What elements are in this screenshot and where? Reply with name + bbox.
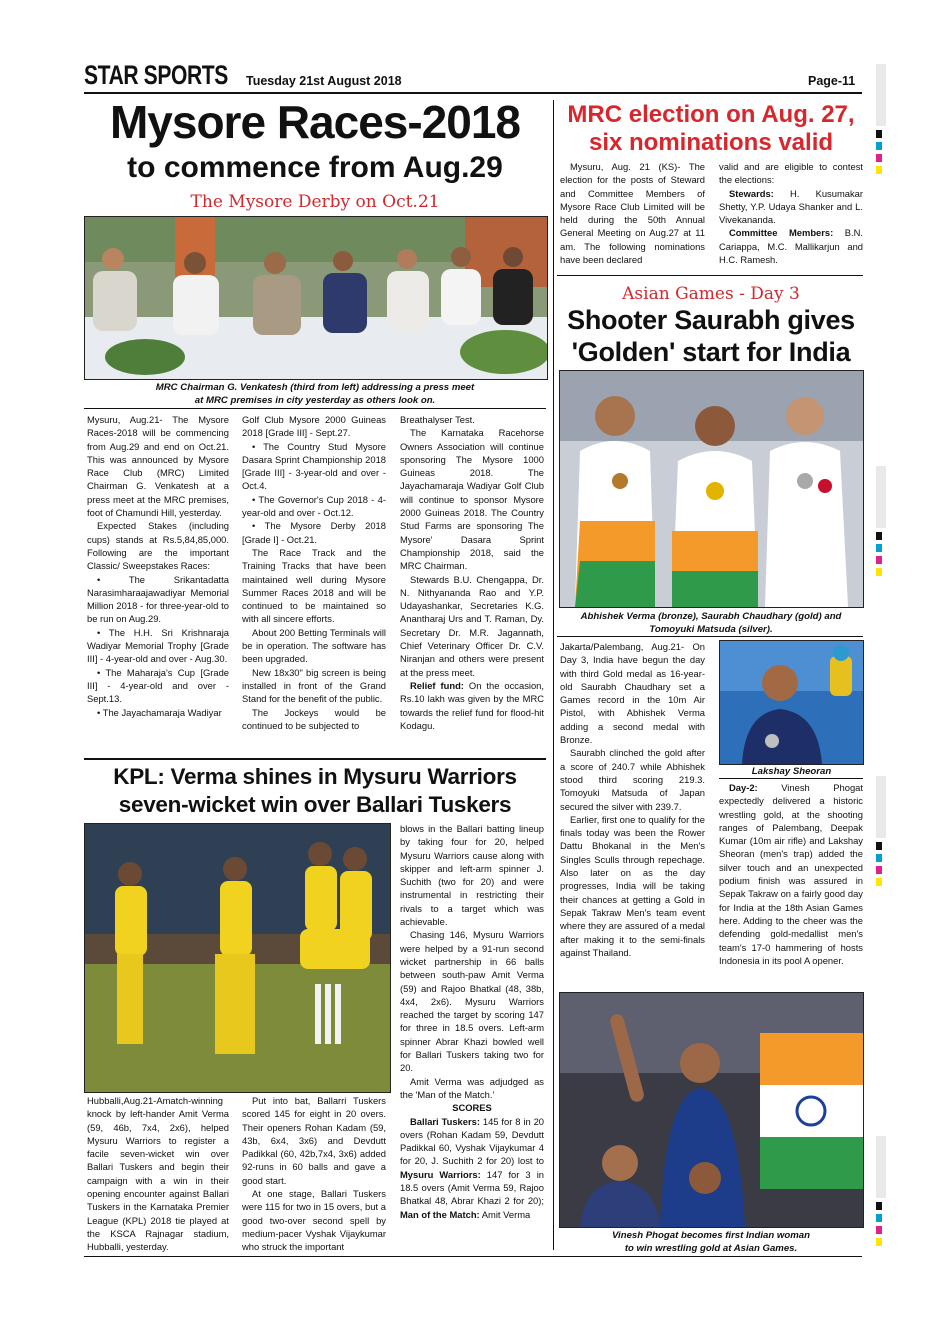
mysore-column-2 (242, 413, 386, 732)
asian-col-p3: Earlier, first one to qualify for the finals today was been the Rower Dattu Bhokanal in the Men's Singles Sculls through repechage. Also later on as the day progresses, India will be taking their chances at getting a Gold in Sepak Takraw Men's team event where they are assured of a medal after making it to the semi-finals against Thailand. (560, 813, 705, 958)
stewards-label: Stewards: (729, 187, 774, 199)
issue-date: Tuesday 21st August 2018 (246, 74, 402, 88)
mysore-column-1 (87, 413, 229, 719)
mrc-caption-line1: MRC Chairman G. Venkatesh (third from left) addressing a press meet (155, 382, 475, 393)
asian-column-main (560, 640, 705, 959)
mysore-col3-p3: Stewards B.U. Chengappa, Dr. N. Nithyananda Rao and Y.P. Udayashankar, Secretaries K.G. Anantharaj Urs and T. Raman, Dy. Secretary Dr. M.R. Jagannath, Chief Veterinary Officer Dr. C.V. Niranjan and others were present at the press meet. (400, 573, 544, 678)
asian-col-p1: Jakarta/Palembang, Aug.21- On Day 3, India have begun the day with third Gold medal as 16-year-old Saurabh Chaudhary set a Games record in the 10m Air Pistol, with Abhishek Verma adding a second medal with Bronze. (560, 641, 705, 746)
mysore-col2-p5: The Race Track and the Training Tracks that have been maintained well during Mysore Summer Races 2018 and will be continued to be maintained so with all sincere efforts. (242, 546, 386, 625)
asian-day2-column (719, 781, 863, 967)
stewards-text: H. Kusumakar Shetty, Y.P. Udaya Shanker and L. Vivekananda. (719, 187, 863, 226)
kpl-col3-p3: Amit Verma was adjudged as the 'Man of the Match.' (400, 1075, 544, 1100)
mysuru-text: 147 for 3 in 18.5 overs (Amit Verma 59, Rajoo Bhatkal 48, Abrar Khazi 2 for 20); (400, 1168, 544, 1207)
vertical-divider (553, 100, 554, 1250)
mysore-col2-p4: • The Mysore Derby 2018 [Grade I] - Oct.21. (242, 520, 386, 545)
kpl-column-3 (400, 822, 544, 1221)
kpl-headline-line1: KPL: Verma shines in Mysuru Warriors (113, 764, 517, 789)
day2-label: Day-2: (729, 782, 758, 793)
motm-text: Amit Verma (479, 1208, 531, 1220)
kpl-scores-label: SCORES (452, 1102, 492, 1114)
asian-day2-text (719, 781, 863, 967)
mysore-col3-p2: The Karnataka Racehorse Owners Association will continue sponsoring The Mysore 1000 Guineas 2018. The Jayachamaraja Wadiyar Golf Club will continue to sponsor Mysore 2000 Guineas 2018. The Country Stud Farms are sponsoring The Mysore' Dasara Sprint Championship 2018, said the MRC Chairman. (400, 427, 544, 572)
shooters-caption-line1: Abhishek Verma (bronze), Saurabh Chaudhary (gold) and (580, 611, 842, 622)
election-col2-intro: valid and are eligible to contest the elections: (719, 161, 863, 186)
mysore-col1-p4: • The H.H. Sri Krishnaraja Wadiyar Memorial Trophy [Grade III] - 4-year-old and over - Aug.30. (87, 626, 229, 665)
mrc-photo-caption (84, 381, 546, 407)
mrc-press-meet-photo-art (85, 217, 547, 379)
relief-text: On the occasion, Rs.10 lakh was given by the MRC towards the relief fund for flood-hit Kodagu. (400, 679, 544, 731)
shooters-podium-photo (559, 370, 864, 608)
kpl-col3-p2: Chasing 146, Mysuru Warriors were helped by a 91-run second wicket partnership in 66 balls between south-paw Amit Verma (59) and Rajoo Bhatkal (48, 38b, 4x4, 2x6). Mysuru Warriors reached the target by scoring 147 for three in 18.5 overs. Left-arm spinner Abrar Khazi bowled well for Ballari Tuskers taking two for 20. (400, 929, 544, 1074)
kpl-col3-p1: blows in the Ballari batting lineup by taking four for 20, helped Mysuru Warriors cause along with skipper and left-arm spinner J. Suchith (two for 20) and were instrumental in restricting their rivals to a target which was achievable. (400, 823, 544, 928)
vinesh-caption-line1: Vinesh Phogat becomes first Indian woman (612, 1230, 810, 1241)
asian-col-p2: Saurabh clinched the gold after a score of 240.7 while Abhishek stood third scoring 219.3. Tomoyuki Matsuda of Japan secured the silver with 239.7. (560, 747, 705, 812)
footer-rule (84, 1256, 862, 1257)
mysore-col3-relief (400, 679, 544, 732)
lakshay-sheoran-photo (719, 640, 864, 765)
header-rule (84, 92, 862, 94)
mysore-col2-p6: About 200 Betting Terminals will be in operation. The software has been upgraded. (242, 626, 386, 665)
day2-text: Vinesh Phogat expectedly delivered a historic wrestling gold, at the shooting ranges of Palembang, Deepak Kumar (10m air rifle) and Lakshay Sheoran (men's trap) added the silver touch and an unexpected podium finish was assured in Sepak Takraw on a fairly good day for India at the 18th Asian Games here. Adding to the cheer was the defending gold-medallist men's team's 17-0 hammering of hosts Indonesia in its pool A opener. (719, 782, 863, 966)
asian-headline-line2: 'Golden' start for India (571, 337, 851, 367)
election-committee (719, 226, 863, 266)
vinesh-phogat-photo-art (560, 993, 863, 1227)
committee-text: B.N. Cariappa, M.C. Mallikarjun and H.C. Ramesh. (719, 227, 863, 266)
vinesh-caption (557, 1229, 865, 1255)
mysore-headline-sub: to commence from Aug.29 (127, 151, 503, 184)
vinesh-phogat-photo (559, 992, 864, 1228)
shooters-caption-line2: Tomoyuki Matsuda (silver). (649, 624, 773, 635)
lakshay-caption-rule (719, 778, 863, 779)
election-stewards (719, 187, 863, 227)
page-number: Page-11 (808, 74, 856, 88)
mysore-col1-p2: Expected Stakes (including cups) stands at Rs.5,84,85,000. Following are the important Classic/ Sweepstakes Races: (87, 520, 229, 572)
mysuru-label: Mysuru Warriors: (400, 1168, 481, 1180)
shooters-caption (557, 610, 865, 636)
lakshay-caption: Lakshay Sheoran (751, 766, 832, 777)
kpl-col2-p1: Put into bat, Ballarri Tuskers scored 145 for eight in 20 overs. Their openers Rohan Kadam (59, 43b, 6x4, 3x6) and Devdutt Padikkal (60, 42b,7x4, 3x6) added 92-runs in 60 balls and gave a good start. (242, 1095, 386, 1186)
mysore-headline-main: Mysore Races-2018 (109, 96, 521, 148)
kpl-scores-text (400, 1115, 544, 1221)
mysore-col1-p1: Mysuru, Aug.21- The Mysore Races-2018 will be commencing from Aug.29 and end on Oct.21. This was announced by Mysore Race Club (MRC) Limited Chairman G. Venkatesh at a press meet at the MRC premises, foot of Chamundi Hill, yesterday. (87, 414, 229, 519)
election-column-2 (719, 160, 863, 266)
election-headline-line1: MRC election on Aug. 27, (567, 101, 855, 128)
ballari-text: 145 for 8 in 20 overs (Rohan Kadam 59, Devdutt Padikkal 60, Vyshak Vijaykumar 4 for 20, J. Suchith 2 for 20) lost to (400, 1115, 544, 1167)
asian-headline-line1: Shooter Saurabh gives (567, 305, 855, 335)
relief-label: Relief fund: (410, 679, 464, 691)
mysore-col2-p8: The Jockeys would be continued to be subjected to (242, 706, 386, 731)
asian-kicker: Asian Games - Day 3 (622, 284, 800, 304)
kpl-column-1 (87, 1094, 229, 1254)
mysore-col2-p1: Golf Club Mysore 2000 Guineas 2018 [Grade III] - Sept.27. (242, 414, 386, 439)
motm-label: Man of the Match: (400, 1208, 480, 1220)
mysore-column-3 (400, 413, 544, 732)
kpl-col1-p1: Hubballi,Aug.21-Amatch-winning knock by left-hander Amit Verma (59, 46b, 7x4, 2x6), helped Mysuru Warriors to register a facile seven-wicket win over Ballari Tuskers and begin their campaign with a win in their opening encounter against Ballari Tuskers in the Karnataka Premier League (KPL) 2018 tie played at the KSCA Rajnagar stadium, Hubballi, yesterday. (87, 1095, 229, 1253)
kpl-col2-p2: At one stage, Ballari Tuskers were 115 for two in 15 overs, but a good two-over second spell by medium-pacer Vyshak Vijaykumar who struck the important (242, 1188, 386, 1253)
ballari-label: Ballari Tuskers: (410, 1115, 480, 1127)
lakshay-sheoran-photo-art (720, 641, 863, 764)
mysore-col1-p3: • The Srikantadatta Narasimharaajawadiyar Memorial Million 2018 - for three-year-old to be run on Aug.29. (87, 573, 229, 625)
election-headline-line2: six nominations valid (588, 129, 834, 156)
vinesh-caption-line2: to win wrestling gold at Asian Games. (624, 1243, 798, 1254)
committee-label: Committee Members: (729, 227, 834, 239)
mrc-press-meet-photo (84, 216, 548, 380)
kpl-headline-line2: seven-wicket win over Ballari Tuskers (118, 792, 512, 817)
election-column-1 (560, 160, 705, 266)
mysore-kicker: The Mysore Derby on Oct.21 (190, 192, 440, 212)
shooters-podium-photo-art (560, 371, 863, 607)
mysore-col1-p5: • The Maharaja's Cup [Grade III] - 4-year-old and over - Sept.13. (87, 666, 229, 705)
mysore-col2-p3: • The Governor's Cup 2018 - 4-year-old and over - Oct.12. (242, 493, 386, 519)
mysore-col2-p7: New 18x30" big screen is being installed in front of the Grand Stand for the benefit of the public. (242, 666, 386, 705)
masthead-logo: STAR SPORTS (84, 60, 228, 90)
mysore-col3-p1: Breathalyser Test. (400, 414, 475, 425)
mysore-col2-p2: • The Country Stud Mysore Dasara Sprint Championship 2018 [Grade III] - 3-year-old and over - Oct.4. (242, 440, 386, 492)
mrc-caption-line2: at MRC premises in city yesterday as others look on. (194, 395, 436, 406)
mysore-col1-p6: • The Jayachamaraja Wadiyar (97, 706, 222, 718)
mysore-caption-rule (84, 408, 546, 409)
election-col1-text: Mysuru, Aug. 21 (KS)- The election for the posts of Steward and Committee Members of Mysore Race Club Limited will be held during the 50th Annual General Meeting on Aug.27 at 11 am. The following nominations have been declared (560, 161, 705, 266)
kpl-cricket-photo-art (85, 824, 390, 1092)
shooters-caption-rule (557, 636, 863, 637)
section-rule-left (84, 758, 546, 760)
registration-marks (876, 64, 886, 1264)
section-rule-right (557, 275, 863, 276)
kpl-cricket-photo (84, 823, 391, 1093)
kpl-column-2 (242, 1094, 386, 1254)
